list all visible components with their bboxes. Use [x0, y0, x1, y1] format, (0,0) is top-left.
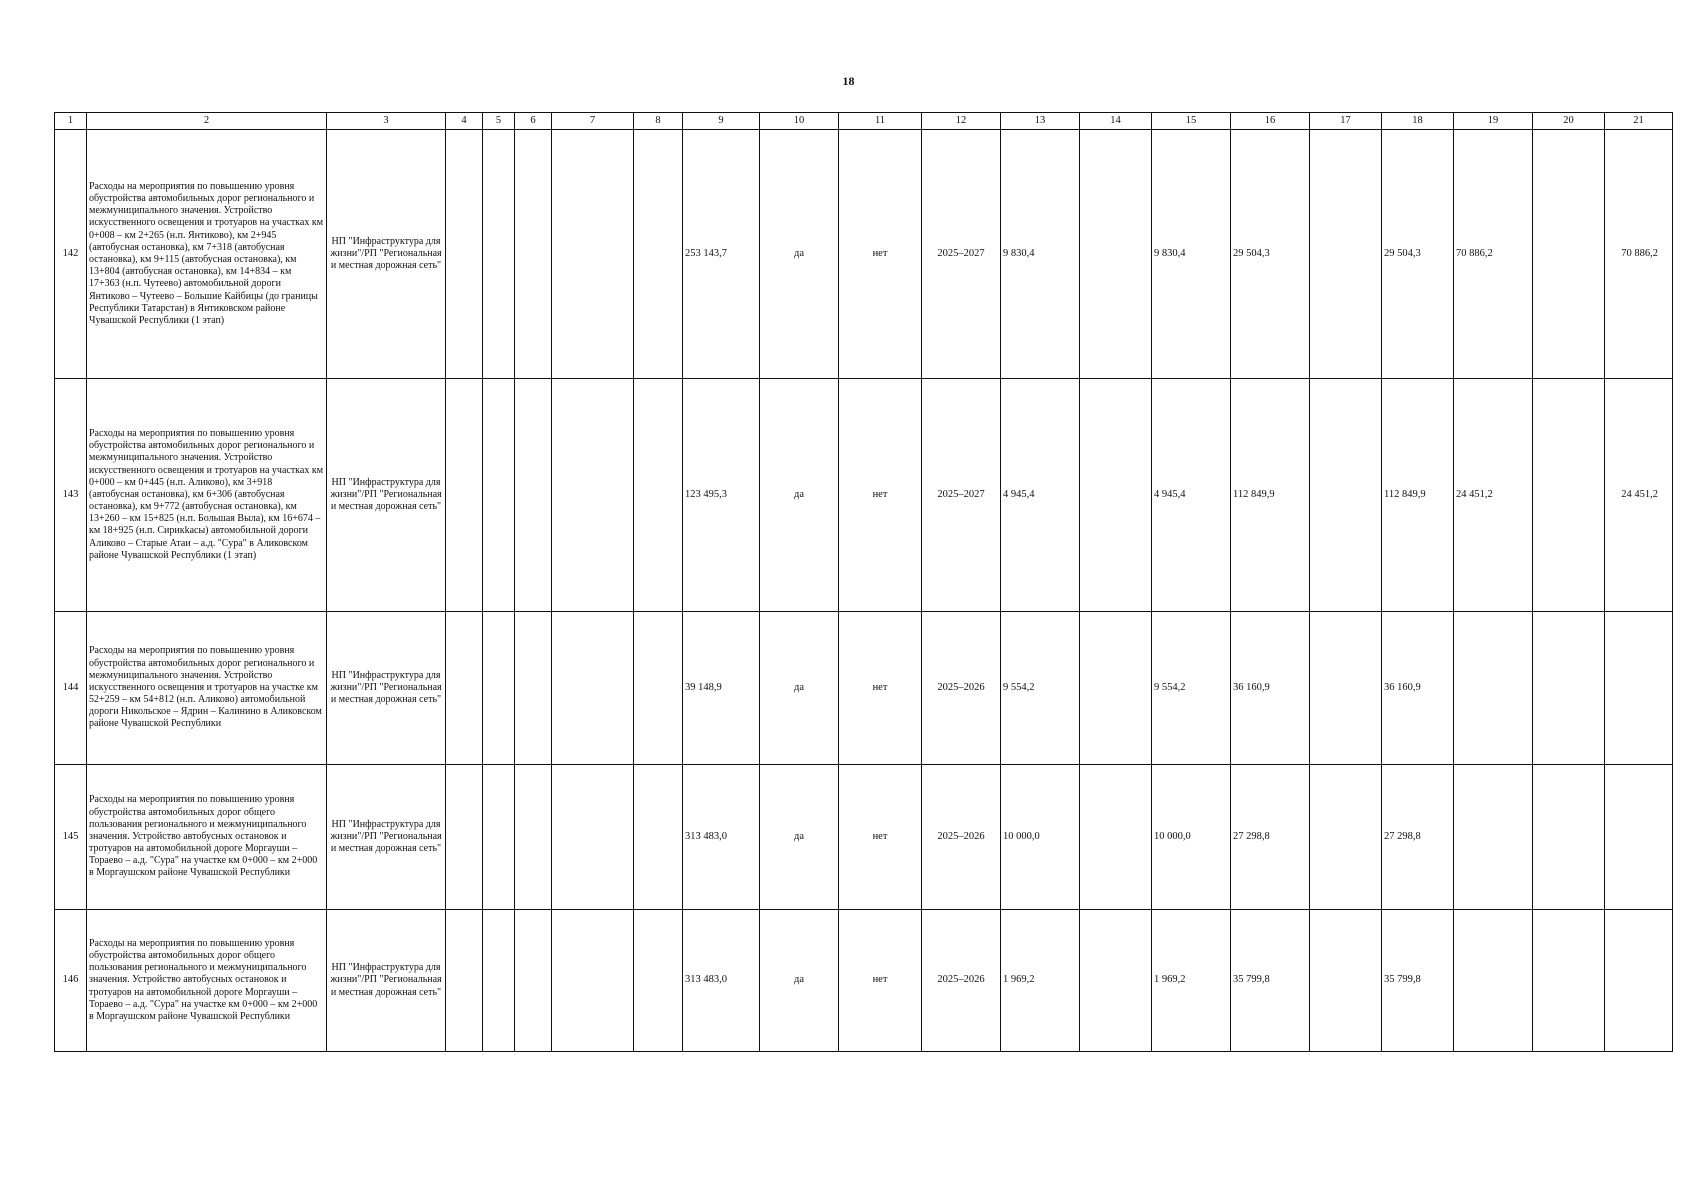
row-responsible: НП "Инфраструктура для жизни"/РП "Региональная и местная дорожная сеть"	[327, 130, 446, 379]
cell-10: да	[760, 765, 839, 910]
header-row	[55, 113, 1673, 130]
cell-8	[634, 379, 683, 612]
row-number: 143	[55, 379, 87, 612]
row-number: 146	[55, 910, 87, 1052]
cell-21	[1605, 612, 1673, 765]
cell-21	[1605, 765, 1673, 910]
col-header-15: 15	[1152, 113, 1231, 130]
col-header-6: 6	[515, 113, 552, 130]
col-header-14: 14	[1080, 113, 1152, 130]
cell-8	[634, 765, 683, 910]
cell-7	[552, 379, 634, 612]
cell-period: 2025–2026	[922, 612, 1001, 765]
cell-17	[1310, 130, 1382, 379]
cell-10: да	[760, 612, 839, 765]
cell-18: 35 799,8	[1382, 910, 1454, 1052]
cell-4	[446, 765, 483, 910]
cell-16: 29 504,3	[1231, 130, 1310, 379]
cell-16: 35 799,8	[1231, 910, 1310, 1052]
row-number: 145	[55, 765, 87, 910]
cell-20	[1533, 612, 1605, 765]
cell-5	[483, 379, 515, 612]
cell-13: 10 000,0	[1001, 765, 1080, 910]
cell-6	[515, 130, 552, 379]
cell-13: 1 969,2	[1001, 910, 1080, 1052]
cell-total-cost: 39 148,9	[683, 612, 760, 765]
col-header-7: 7	[552, 113, 634, 130]
table-row	[55, 765, 1673, 910]
table-row	[55, 910, 1673, 1052]
col-header-20: 20	[1533, 113, 1605, 130]
cell-17	[1310, 612, 1382, 765]
cell-13: 9 554,2	[1001, 612, 1080, 765]
cell-11: нет	[839, 765, 922, 910]
cell-6	[515, 612, 552, 765]
cell-19	[1454, 910, 1533, 1052]
row-description: Расходы на мероприятия по повышению уровня обустройства автомобильных дорог общего пользования регионального и межмуниципального значения. Устройство автобусных остановок и тротуаров на автомобильной дороге Моргауши – Тораево – а.д. "Сура" на участке км 0+000 – км 2+000 в Моргаушском районе Чувашской Республики	[87, 765, 327, 910]
col-header-10: 10	[760, 113, 839, 130]
cell-5	[483, 765, 515, 910]
cell-11: нет	[839, 910, 922, 1052]
cell-5	[483, 910, 515, 1052]
cell-21: 24 451,2	[1605, 379, 1673, 612]
col-header-13: 13	[1001, 113, 1080, 130]
cell-7	[552, 910, 634, 1052]
cell-11: нет	[839, 379, 922, 612]
col-header-11: 11	[839, 113, 922, 130]
cell-16: 27 298,8	[1231, 765, 1310, 910]
cell-18: 29 504,3	[1382, 130, 1454, 379]
cell-14	[1080, 130, 1152, 379]
cell-period: 2025–2027	[922, 379, 1001, 612]
row-description: Расходы на мероприятия по повышению уровня обустройства автомобильных дорог регионального и межмуниципального значения. Устройство искусственного освещения и тротуаров на участках км 0+008 – км 2+265 (н.п. Янтиково), км 2+945 (автобусная остановка), км 7+318 (автобусная остановка), км 9+115 (автобусная остановка), км 13+804 (автобусная остановка), км 14+834 – км 17+363 (н.п. Чутеево) автомобильной дороги Янтиково – Чутеево – Большие Кайбицы (до границы Республики Татарстан) в Янтиковском районе Чувашской Республики (1 этап)	[87, 130, 327, 379]
cell-10: да	[760, 910, 839, 1052]
cell-15: 10 000,0	[1152, 765, 1231, 910]
cell-8	[634, 130, 683, 379]
cell-18: 36 160,9	[1382, 612, 1454, 765]
cell-period: 2025–2026	[922, 765, 1001, 910]
cell-18: 112 849,9	[1382, 379, 1454, 612]
cell-6	[515, 910, 552, 1052]
cell-4	[446, 910, 483, 1052]
cell-14	[1080, 910, 1152, 1052]
cell-19	[1454, 612, 1533, 765]
cell-7	[552, 130, 634, 379]
table-row	[55, 130, 1673, 379]
row-responsible: НП "Инфраструктура для жизни"/РП "Региональная и местная дорожная сеть"	[327, 612, 446, 765]
cell-5	[483, 612, 515, 765]
col-header-2: 2	[87, 113, 327, 130]
col-header-3: 3	[327, 113, 446, 130]
col-header-12: 12	[922, 113, 1001, 130]
cell-4	[446, 379, 483, 612]
cell-10: да	[760, 130, 839, 379]
cell-10: да	[760, 379, 839, 612]
cell-15: 9 554,2	[1152, 612, 1231, 765]
cell-4	[446, 612, 483, 765]
cell-19: 70 886,2	[1454, 130, 1533, 379]
row-responsible: НП "Инфраструктура для жизни"/РП "Региональная и местная дорожная сеть"	[327, 379, 446, 612]
cell-19: 24 451,2	[1454, 379, 1533, 612]
cell-14	[1080, 612, 1152, 765]
cell-18: 27 298,8	[1382, 765, 1454, 910]
col-header-4: 4	[446, 113, 483, 130]
cell-7	[552, 612, 634, 765]
cell-20	[1533, 130, 1605, 379]
cell-total-cost: 313 483,0	[683, 765, 760, 910]
cell-21	[1605, 910, 1673, 1052]
cell-15: 9 830,4	[1152, 130, 1231, 379]
cell-16: 112 849,9	[1231, 379, 1310, 612]
cell-13: 9 830,4	[1001, 130, 1080, 379]
cell-15: 4 945,4	[1152, 379, 1231, 612]
row-description: Расходы на мероприятия по повышению уровня обустройства автомобильных дорог регионального и межмуниципального значения. Устройство искусственного освещения и тротуаров на участках км 0+000 – км 0+445 (н.п. Аликово), км 3+918 (автобусная остановка), км 6+306 (автобусная остановка), км 9+772 (автобусная остановка), км 13+260 – км 15+825 (н.п. Большая Выла), км 16+674 – км 18+925 (н.п. Сирикkасы) автомобильной дороги Аликово – Старые Атаи – а.д. "Сура" в Аликовском районе Чувашской Республики (1 этап)	[87, 379, 327, 612]
cell-period: 2025–2027	[922, 130, 1001, 379]
cell-17	[1310, 910, 1382, 1052]
cell-14	[1080, 765, 1152, 910]
row-number: 142	[55, 130, 87, 379]
cell-8	[634, 612, 683, 765]
cell-6	[515, 379, 552, 612]
col-header-5: 5	[483, 113, 515, 130]
cell-15: 1 969,2	[1152, 910, 1231, 1052]
table-row	[55, 612, 1673, 765]
col-header-21: 21	[1605, 113, 1673, 130]
col-header-19: 19	[1454, 113, 1533, 130]
cell-20	[1533, 379, 1605, 612]
row-description: Расходы на мероприятия по повышению уровня обустройства автомобильных дорог общего пользования регионального и межмуниципального значения. Устройство автобусных остановок и тротуаров на автомобильной дороге Моргауши – Тораево – а.д. "Сура" на участке км 0+000 – км 2+000 в Моргаушском районе Чувашской Республики	[87, 910, 327, 1052]
row-number: 144	[55, 612, 87, 765]
cell-period: 2025–2026	[922, 910, 1001, 1052]
col-header-17: 17	[1310, 113, 1382, 130]
cell-total-cost: 313 483,0	[683, 910, 760, 1052]
cell-8	[634, 910, 683, 1052]
cell-14	[1080, 379, 1152, 612]
cell-20	[1533, 765, 1605, 910]
cell-19	[1454, 765, 1533, 910]
col-header-16: 16	[1231, 113, 1310, 130]
cell-17	[1310, 765, 1382, 910]
table-row	[55, 379, 1673, 612]
cell-16: 36 160,9	[1231, 612, 1310, 765]
cell-17	[1310, 379, 1382, 612]
cell-7	[552, 765, 634, 910]
cell-13: 4 945,4	[1001, 379, 1080, 612]
cell-11: нет	[839, 130, 922, 379]
cell-21: 70 886,2	[1605, 130, 1673, 379]
col-header-8: 8	[634, 113, 683, 130]
cell-total-cost: 123 495,3	[683, 379, 760, 612]
cell-4	[446, 130, 483, 379]
row-responsible: НП "Инфраструктура для жизни"/РП "Региональная и местная дорожная сеть"	[327, 910, 446, 1052]
page-number: 18	[842, 74, 855, 88]
col-header-1: 1	[55, 113, 87, 130]
row-responsible: НП "Инфраструктура для жизни"/РП "Региональная и местная дорожная сеть"	[327, 765, 446, 910]
col-header-9: 9	[683, 113, 760, 130]
cell-11: нет	[839, 612, 922, 765]
cell-6	[515, 765, 552, 910]
row-description: Расходы на мероприятия по повышению уровня обустройства автомобильных дорог регионального и межмуниципального значения. Устройство искусственного освещения и тротуаров на участке км 52+259 – км 54+812 (н.п. Аликово) автомобильной дороги Никольское – Ядрин – Калинино в Аликовском районе Чувашской Республики	[87, 612, 327, 765]
cell-20	[1533, 910, 1605, 1052]
col-header-18: 18	[1382, 113, 1454, 130]
cell-total-cost: 253 143,7	[683, 130, 760, 379]
data-table	[54, 112, 1673, 1052]
cell-5	[483, 130, 515, 379]
